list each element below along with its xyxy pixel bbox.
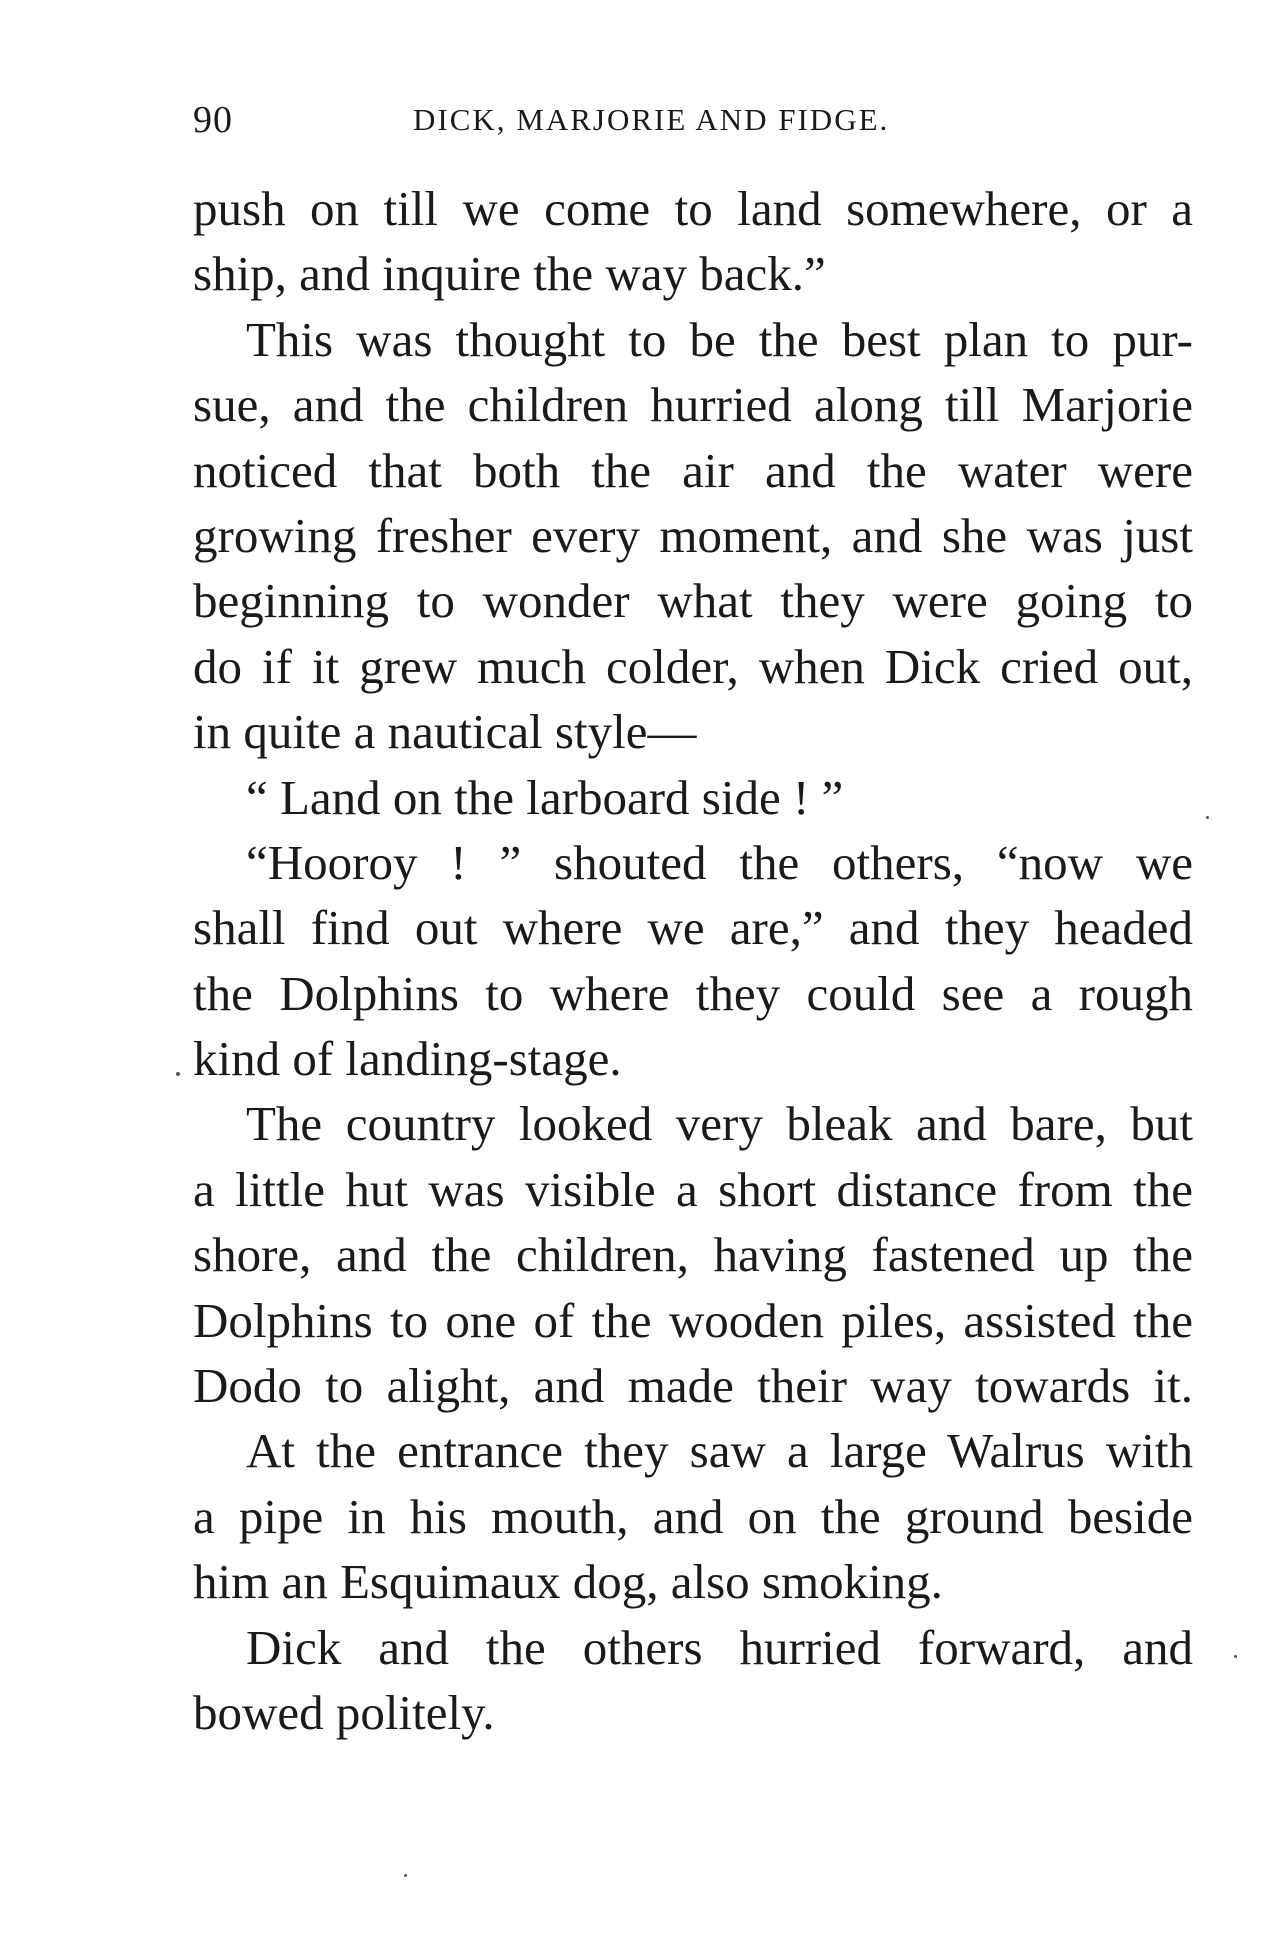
text-line: push on till we come to land somewhere, or a bbox=[193, 181, 1193, 236]
text-line: a little hut was visible a short distance from the bbox=[193, 1161, 1193, 1217]
text-line: a pipe in his mouth, and on the ground beside bbox=[193, 1488, 1193, 1544]
text-line: The country looked very bleak and bare, but bbox=[246, 1096, 1193, 1152]
text-line: noticed that both the air and the water were bbox=[193, 442, 1193, 498]
text-line: the Dolphins to where they could see a rough bbox=[193, 965, 1193, 1021]
page-header bbox=[193, 98, 1193, 148]
text-line: This was thought to be the best plan to pur- bbox=[246, 311, 1193, 367]
text-line: in quite a nautical style— bbox=[193, 704, 697, 760]
running-head: DICK, MARJORIE AND FIDGE. bbox=[413, 102, 890, 137]
print-speck bbox=[404, 1874, 407, 1877]
text-line: beginning to wonder what they were going to bbox=[193, 573, 1193, 629]
text-line: do if it grew much colder, when Dick cried out, bbox=[193, 638, 1193, 694]
text-line: bowed politely. bbox=[193, 1684, 495, 1740]
print-speck bbox=[176, 1072, 180, 1076]
print-speck bbox=[1206, 816, 1209, 819]
print-speck bbox=[1234, 1655, 1237, 1658]
text-line: Dick and the others hurried forward, and bbox=[246, 1619, 1193, 1675]
text-line: Dodo to alight, and made their way towards it. bbox=[193, 1358, 1193, 1414]
text-line: kind of landing-stage. bbox=[193, 1031, 622, 1087]
text-line: sue, and the children hurried along till Marjorie bbox=[193, 377, 1193, 433]
text-line: At the entrance they saw a large Walrus with bbox=[246, 1423, 1193, 1479]
text-line: “Hooroy ! ” shouted the others, “now we bbox=[246, 834, 1193, 890]
text-line: ship, and inquire the way back.” bbox=[193, 246, 826, 302]
text-line: Dolphins to one of the wooden piles, assisted the bbox=[193, 1292, 1193, 1348]
text-line: shall find out where we are,” and they headed bbox=[193, 900, 1193, 956]
text-line: shore, and the children, having fastened up the bbox=[193, 1227, 1193, 1283]
page-number: 90 bbox=[193, 99, 233, 141]
text-line: growing fresher every moment, and she was just bbox=[193, 507, 1193, 563]
text-line: “ Land on the larboard side ! ” bbox=[246, 769, 844, 825]
body-text bbox=[193, 176, 1193, 1745]
text-line: him an Esquimaux dog, also smoking. bbox=[193, 1554, 943, 1610]
